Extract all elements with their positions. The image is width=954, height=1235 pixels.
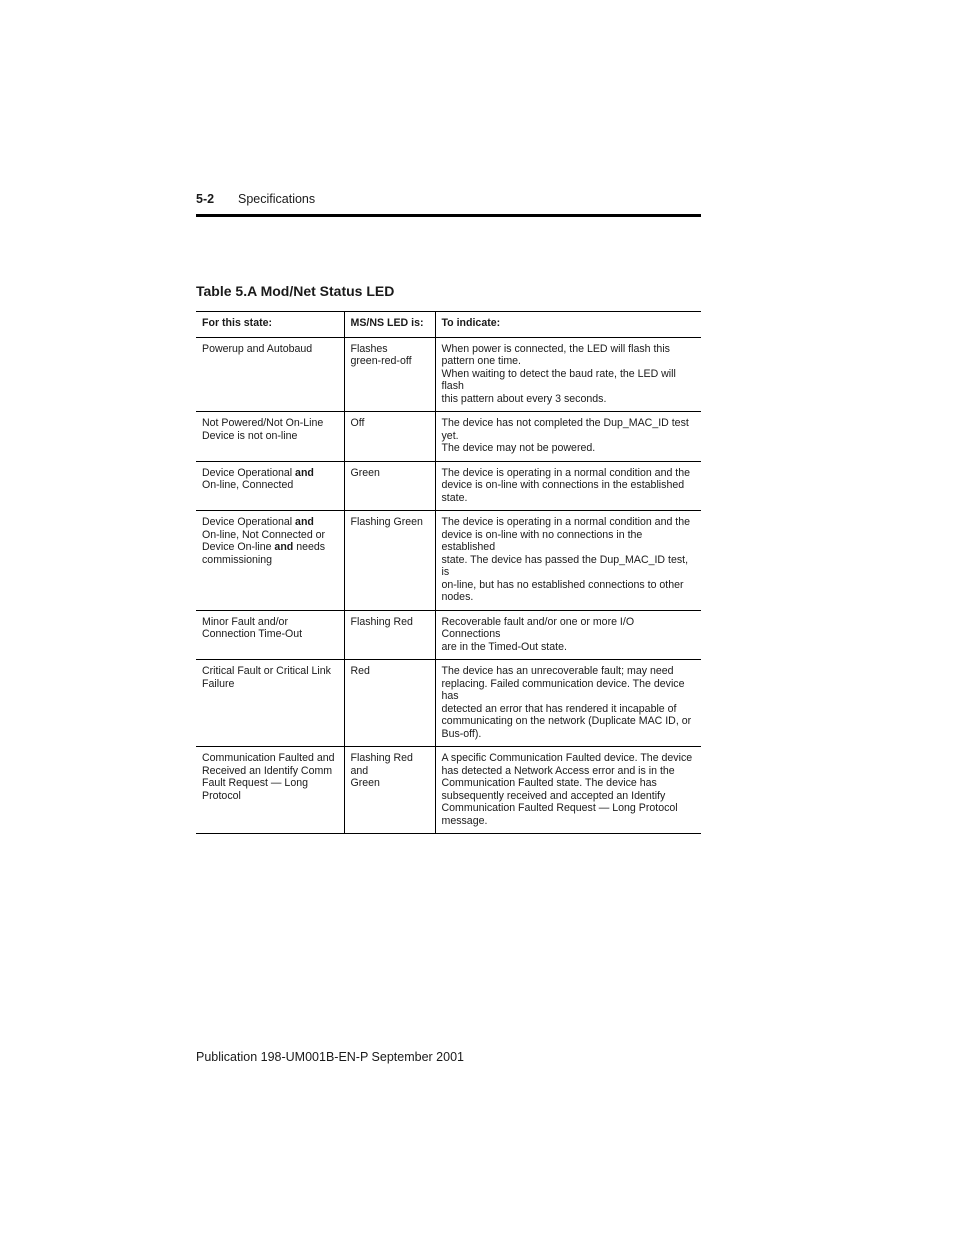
led-text: Off (350, 417, 365, 429)
status-led-table (196, 311, 701, 834)
state-text: On-line, Connected (202, 479, 294, 491)
indicate-cell (435, 461, 701, 511)
indicate-cell (435, 511, 701, 611)
state-text: Powerup and Autobaud (202, 342, 313, 355)
led-cell (344, 660, 435, 747)
indicate-text: device is on-line with connections in the established (441, 479, 685, 491)
section-title: Specifications (238, 192, 316, 206)
indicate-text: message. (441, 814, 488, 827)
indicate-text: When power is connected, the LED will flash this (441, 342, 670, 355)
indicate-text: The device is operating in a normal condition and the (441, 516, 691, 528)
led-text: green-red-off (350, 355, 412, 367)
indicate-text: The device has an unrecoverable fault; may need (441, 665, 674, 677)
table-row (196, 461, 701, 511)
state-cell (196, 747, 344, 834)
state-text: Communication Faulted and (202, 752, 335, 764)
state-text: Critical Fault or Critical Link (202, 665, 331, 677)
state-text: Device Operational (202, 516, 296, 528)
state-emphasis: and (274, 541, 294, 553)
state-line (202, 467, 338, 480)
indicate-text: detected an error that has rendered it incapable of (441, 702, 677, 715)
state-text: On-line, Not Connected or (202, 528, 326, 541)
indicate-text: replacing. Failed communication device. The device has (441, 677, 685, 702)
indicate-text: state. The device has passed the Dup_MAC_ID test, is (441, 553, 689, 578)
state-cell (196, 412, 344, 462)
indicate-text: on-line, but has no established connections to other (441, 578, 684, 591)
column-header-indicate: To indicate: (435, 312, 701, 338)
led-text: Green (350, 466, 380, 479)
state-text: Not Powered/Not On-Line (202, 417, 324, 429)
state-text: Minor Fault and/or (202, 615, 288, 628)
indicate-cell (435, 412, 701, 462)
state-text: Device Operational (202, 466, 296, 479)
led-cell (344, 610, 435, 660)
state-emphasis: and (295, 516, 314, 528)
state-cell (196, 461, 344, 511)
state-cell (196, 660, 344, 747)
table-row (196, 412, 701, 462)
led-cell (344, 747, 435, 834)
state-cell (196, 511, 344, 611)
indicate-text: nodes. (441, 591, 474, 603)
indicate-text: The device may not be powered. (441, 442, 596, 454)
table-row (196, 747, 701, 834)
table-title: Table 5.A Mod/Net Status LED (196, 283, 395, 299)
column-header-state: For this state: (196, 312, 344, 338)
indicate-text: When waiting to detect the baud rate, the LED will flash (441, 367, 676, 392)
indicate-cell (435, 747, 701, 834)
led-text: Red (350, 665, 370, 677)
state-text: Device is not on-line (202, 429, 298, 442)
indicate-cell (435, 660, 701, 747)
indicate-text: Bus-off). (441, 727, 482, 740)
indicate-text: Recoverable fault and/or one or more I/O Connections (441, 615, 635, 640)
table-row (196, 337, 701, 412)
state-text: Failure (202, 677, 235, 690)
indicate-text: device is on-line with no connections in the established (441, 528, 643, 553)
state-text: Connection Time-Out (202, 628, 303, 640)
state-cell (196, 610, 344, 660)
column-header-led: MS/NS LED is: (344, 312, 435, 338)
led-text: Flashes (350, 342, 388, 355)
state-text: Protocol (202, 789, 241, 802)
indicate-cell (435, 610, 701, 660)
indicate-text: has detected a Network Access error and is in the (441, 764, 675, 777)
state-cell (196, 337, 344, 412)
indicate-text: Communication Faulted state. The device has (441, 777, 657, 789)
led-cell (344, 337, 435, 412)
indicate-text: Communication Faulted Request — Long Protocol (441, 802, 678, 814)
table-row (196, 660, 701, 747)
indicate-text: yet. (441, 429, 459, 442)
indicate-text: communicating on the network (Duplicate MAC ID, or (441, 715, 692, 727)
state-text: needs (293, 541, 326, 553)
indicate-text: pattern one time. (441, 355, 521, 367)
state-emphasis: and (295, 466, 314, 479)
indicate-text: The device has not completed the Dup_MAC_ID test (441, 417, 689, 429)
table-row (196, 610, 701, 660)
header-rule (196, 214, 701, 217)
page-header (196, 192, 701, 208)
led-cell (344, 461, 435, 511)
table-header-row (196, 312, 701, 338)
indicate-text: are in the Timed-Out state. (441, 640, 567, 653)
led-cell (344, 511, 435, 611)
state-line (202, 516, 338, 529)
state-text: commissioning (202, 553, 273, 566)
led-text: Flashing Green (350, 516, 423, 528)
state-text: Received an Identify Comm (202, 764, 333, 777)
indicate-text: subsequently received and accepted an Identify (441, 789, 666, 802)
indicate-text: this pattern about every 3 seconds. (441, 392, 607, 405)
state-text: Device On-line (202, 541, 275, 553)
led-text: Flashing Red (350, 615, 413, 628)
indicate-text: A specific Communication Faulted device. The device (441, 752, 693, 764)
indicate-text: state. (441, 491, 468, 504)
led-cell (344, 412, 435, 462)
led-text: Green (350, 777, 380, 789)
indicate-cell (435, 337, 701, 412)
state-line (202, 541, 338, 554)
led-text: Flashing Red and (350, 752, 413, 777)
indicate-text: The device is operating in a normal condition and the (441, 466, 691, 479)
table-row (196, 511, 701, 611)
page-number: 5-2 (196, 192, 215, 206)
state-text: Fault Request — Long (202, 777, 308, 789)
publication-footer: Publication 198-UM001B-EN-P September 2001 (196, 1050, 464, 1064)
